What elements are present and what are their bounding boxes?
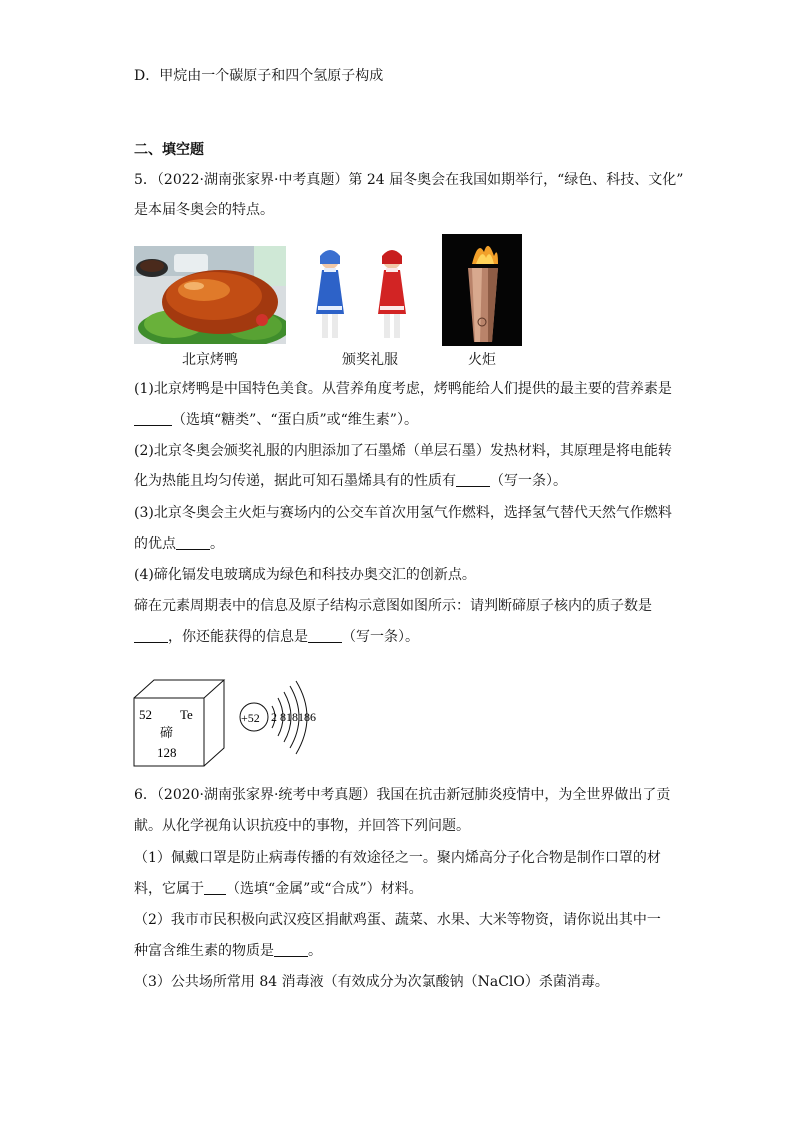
caption-award-costume: 颁奖礼服 [342,352,398,368]
q5-part2-line1: (2)北京冬奥会颁奖礼服的内胆添加了石墨烯（单层石墨）发热材料，其原理是将电能转 [134,443,672,459]
award-costume-image [300,244,422,346]
option-d: D．甲烷由一个碳原子和四个氢原子构成 [134,68,384,84]
torch-image [442,234,522,346]
answer-blank[interactable] [134,411,172,426]
q6-part2-line2: 种富含维生素的物质是 。 [134,943,322,959]
nucleus-charge: +52 [241,711,260,725]
q5-stem-line2: 是本届冬奥会的特点。 [134,202,274,218]
caption-torch: 火炬 [468,352,496,368]
element-cell-diagram [130,678,230,770]
answer-blank[interactable] [456,472,490,487]
q5-part1-line1: (1)北京烤鸭是中国特色美食。从营养角度考虑，烤鸭能给人们提供的最主要的营养素是 [134,381,672,397]
q5-part2-line2: 化为热能且均匀传递，据此可知石墨烯具有的性质有 （写一条）。 [134,473,567,489]
q6-stem-line2: 献。从化学视角认识抗疫中的事物，并回答下列问题。 [134,818,470,834]
answer-blank[interactable] [176,535,210,550]
answer-blank[interactable] [274,942,308,957]
atomic-structure-diagram [236,680,336,770]
answer-blank[interactable] [134,628,168,643]
q6-part2-line1: （2）我市市民积极向武汉疫区捐献鸡蛋、蔬菜、水果、大米等物资，请你说出其中一 [134,912,661,928]
caption-roast-duck: 北京烤鸭 [182,352,238,368]
element-name: 碲 [160,726,174,741]
q6-part1-line2: 料，它属于 （选填“金属”或“合成”）材料。 [134,881,423,897]
q5-part4-line1: (4)碲化镉发电玻璃成为绿色和科技办奥交汇的创新点。 [134,567,476,583]
answer-blank[interactable] [204,880,226,895]
element-symbol: Te [180,707,193,722]
q6-part3-line1: （3）公共场所常用 84 消毒液（有效成分为次氯酸钠（NaClO）杀菌消毒。 [134,974,609,990]
q5-part4-line3: ，你还能获得的信息是 （写一条）。 [134,627,419,647]
section-title: 二、填空题 [134,142,204,158]
q5-stem-line1: 5．（2022·湖南张家界·中考真题）第 24 届冬奥会在我国如期举行，“绿色、科技、文化” [134,172,684,188]
roast-duck-image [134,246,286,344]
q5-part1-line2: （选填“糖类”、“蛋白质”或“维生素”）。 [134,410,418,430]
element-atomic-mass: 128 [157,745,177,760]
electron-shells: 2 818186 [271,710,316,724]
q5-part3-line1: (3)北京冬奥会主火炬与赛场内的公交车首次用氢气作燃料，选择氢气替代天然气作燃料 [134,505,672,521]
q5-part3-line2: 的优点 。 [134,536,224,552]
q6-stem-line1: 6．（2020·湖南张家界·统考中考真题）我国在抗击新冠肺炎疫情中，为全世界做出了贡 [134,787,671,803]
q5-part4-line2: 碲在元素周期表中的信息及原子结构示意图如图所示：请判断碲原子核内的质子数是 [134,598,652,614]
q6-part1-line1: （1）佩戴口罩是防止病毒传播的有效途径之一。聚内烯高分子化合物是制作口罩的材 [134,850,661,866]
answer-blank[interactable] [308,628,342,643]
element-atomic-number: 52 [139,707,152,722]
